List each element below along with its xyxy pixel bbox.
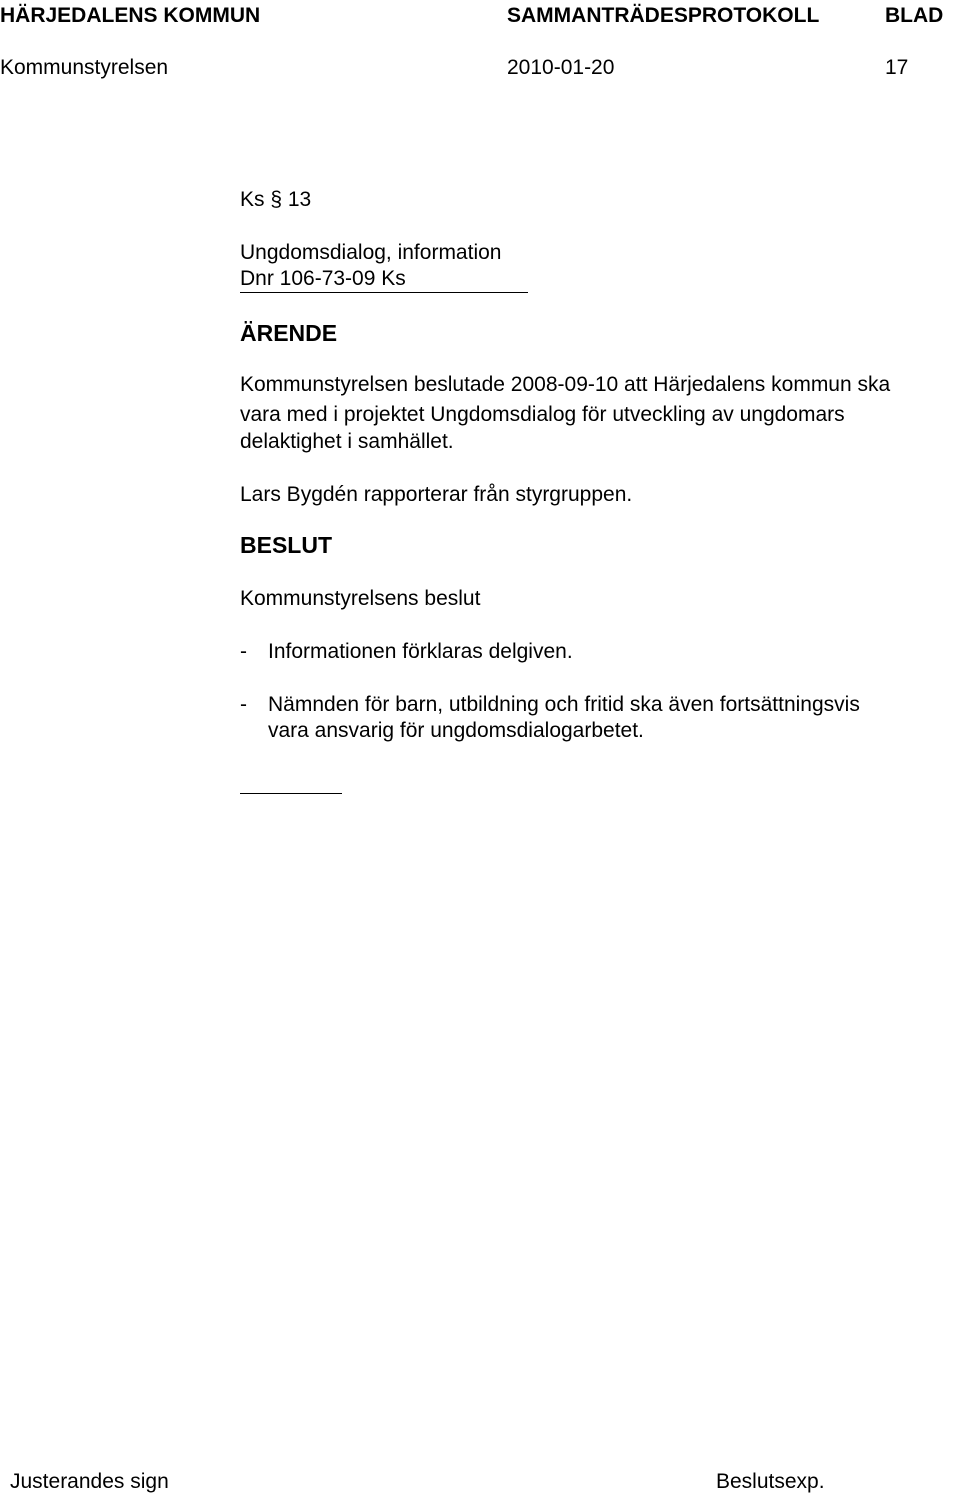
beslut-heading: BESLUT xyxy=(240,532,332,558)
committee-name: Kommunstyrelsen xyxy=(0,56,169,79)
document-type: SAMMANTRÄDESPROTOKOLL xyxy=(507,4,820,27)
arende-paragraph-line: delaktighet i samhället. xyxy=(240,430,454,453)
closing-rule xyxy=(240,793,342,794)
decision-item-line: vara ansvarig för ungdomsdialogarbetet. xyxy=(268,719,644,742)
sheet-label: BLAD xyxy=(885,4,944,27)
arende-heading: ÄRENDE xyxy=(240,320,338,346)
organization-name: HÄRJEDALENS KOMMUN xyxy=(0,4,261,27)
footer-signature-label: Justerandes sign xyxy=(10,1470,169,1493)
section-number: Ks § 13 xyxy=(240,188,312,211)
arende-paragraph-line: Kommunstyrelsen beslutade 2008-09-10 att Härjedalens kommun ska xyxy=(240,373,891,396)
diary-number: Dnr 106-73-09 Ks xyxy=(240,267,406,290)
arende-paragraph-line: vara med i projektet Ungdomsdialog för utveckling av ungdomars xyxy=(240,403,845,426)
bullet-dash: - xyxy=(240,693,247,716)
decision-item-line: Nämnden för barn, utbildning och fritid ska även fortsättningsvis xyxy=(268,693,860,716)
footer-dispatch-label: Beslutsexp. xyxy=(716,1470,825,1493)
meeting-date: 2010-01-20 xyxy=(507,56,615,79)
bullet-dash: - xyxy=(240,640,247,663)
title-underline xyxy=(240,292,528,293)
report-text: Lars Bygdén rapporterar från styrgruppen. xyxy=(240,483,633,506)
item-title: Ungdomsdialog, information xyxy=(240,241,502,264)
decision-item-line: Informationen förklaras delgiven. xyxy=(268,640,573,663)
page-number: 17 xyxy=(885,56,909,79)
decision-intro: Kommunstyrelsens beslut xyxy=(240,587,481,610)
